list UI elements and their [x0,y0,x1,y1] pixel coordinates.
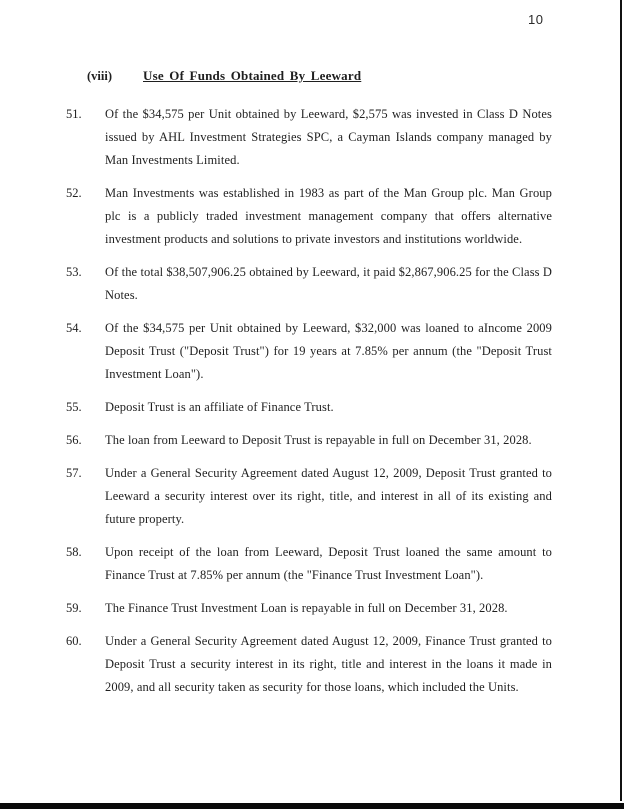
numbered-paragraph [0,261,624,307]
paragraph-text: The Finance Trust Investment Loan is repayable in full on December 31, 2028. [105,601,508,615]
paragraph-number: 56. [66,433,82,447]
paragraph-list [0,103,624,699]
section-heading-label: (viii) [87,69,112,83]
paragraph-text: Deposit Trust is an affiliate of Finance Trust. [105,400,334,414]
paragraph-number: 58. [66,545,82,559]
scan-edge-line [620,0,622,801]
paragraph-text: Under a General Security Agreement dated August 12, 2009, Finance Trust granted to Deposit Trust a security interest in its right, title and interest in the loans it made in 2009, and all security taken as security for those loans, which included the Units. [105,634,552,694]
numbered-paragraph [0,396,624,419]
paragraph-number: 52. [66,186,82,200]
page-number: 10 [528,12,544,27]
paragraph-number: 54. [66,321,82,335]
numbered-paragraph [0,103,624,172]
paragraph-number: 55. [66,400,82,414]
paragraph-text: The loan from Leeward to Deposit Trust is repayable in full on December 31, 2028. [105,433,532,447]
paragraph-number: 59. [66,601,82,615]
numbered-paragraph [0,630,624,699]
paragraph-text: Under a General Security Agreement dated August 12, 2009, Deposit Trust granted to Leeward a security interest over its right, title, and interest in all of its existing and future property. [105,466,552,526]
numbered-paragraph [0,541,624,587]
paragraph-text: Of the $34,575 per Unit obtained by Leeward, $2,575 was invested in Class D Notes issued by AHL Investment Strategies SPC, a Cayman Islands company managed by Man Investments Limited. [105,107,552,167]
scan-bottom-bar [0,803,624,809]
paragraph-number: 53. [66,265,82,279]
section-heading-title: Use Of Funds Obtained By Leeward [143,68,362,83]
paragraph-text: Of the total $38,507,906.25 obtained by Leeward, it paid $2,867,906.25 for the Class D Notes. [105,265,552,302]
numbered-paragraph [0,182,624,251]
numbered-paragraph [0,317,624,386]
section-heading [87,64,624,88]
page-content [0,64,624,709]
paragraph-text: Of the $34,575 per Unit obtained by Leeward, $32,000 was loaned to aIncome 2009 Deposit Trust ("Deposit Trust") for 19 years at 7.85% per annum (the "Deposit Trust Investment Loan"). [105,321,552,381]
paragraph-number: 60. [66,634,82,648]
paragraph-text: Man Investments was established in 1983 as part of the Man Group plc. Man Group plc is a publicly traded investment management company that offers alternative investment products and solutions to private investors and institutions worldwide. [105,186,552,246]
numbered-paragraph [0,462,624,531]
paragraph-text: Upon receipt of the loan from Leeward, Deposit Trust loaned the same amount to Finance Trust at 7.85% per annum (the "Finance Trust Investment Loan"). [105,545,552,582]
numbered-paragraph [0,429,624,452]
paragraph-number: 51. [66,107,82,121]
numbered-paragraph [0,597,624,620]
paragraph-number: 57. [66,466,82,480]
